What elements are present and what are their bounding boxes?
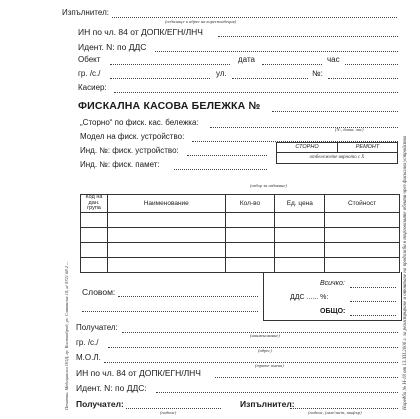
- table-cell[interactable]: [275, 242, 325, 257]
- address-hint: (адрес): [258, 348, 272, 353]
- number-label: №:: [312, 69, 323, 78]
- vat-line: [350, 301, 396, 302]
- receipt-title: ФИСКАЛНА КАСОВА БЕЛЕЖКА №: [78, 100, 261, 112]
- memory-id-label: Инд. №: фиск. памет:: [80, 160, 160, 169]
- repair-option[interactable]: РЕМОНТ: [338, 143, 397, 153]
- footer-recipient-label: Получател:: [76, 399, 124, 409]
- words-line-1: [118, 296, 258, 297]
- total-line: [350, 287, 396, 288]
- mark-hint: отбележете вярното с X: [309, 155, 365, 160]
- side-text-right: Наредба № Н-18 от 13.XII.2006 г. за регистриране и отчитане на продажби в търговските обекти чрез фискални устройства: [403, 135, 408, 410]
- table-cell[interactable]: [81, 227, 108, 242]
- city-label: гр. /с./: [78, 69, 101, 78]
- footer-signature-hint: (подпис): [160, 410, 177, 415]
- col-header-value: Стойност: [325, 195, 400, 213]
- table-cell[interactable]: [225, 227, 275, 242]
- cashier-line: [114, 92, 398, 93]
- table-row: [81, 257, 400, 272]
- street-line: [232, 78, 308, 79]
- receipt-number-line: [272, 111, 398, 112]
- model-label: Модел на фиск. устройство:: [80, 132, 185, 141]
- recipient-city-label: гр. /с./: [76, 338, 99, 347]
- vat-law-input-line: [218, 36, 398, 37]
- mol-label: М.О.Л.: [76, 353, 101, 362]
- table-cell[interactable]: [225, 212, 275, 227]
- table-row: [81, 227, 400, 242]
- words-label: Словом:: [82, 287, 116, 297]
- table-cell[interactable]: [325, 227, 400, 242]
- object-line: [110, 64, 230, 65]
- table-cell[interactable]: [81, 242, 108, 257]
- table-cell[interactable]: [275, 257, 325, 272]
- street-label: ул.: [216, 69, 227, 78]
- number-line: [328, 78, 398, 79]
- table-cell[interactable]: [107, 257, 225, 272]
- col-header-price: Ед. цена: [275, 195, 325, 213]
- time-label: час: [327, 55, 340, 64]
- issuer-line: [112, 17, 397, 18]
- storno-repair-box: [276, 142, 398, 164]
- mol-line: [104, 362, 398, 363]
- col-header-group: Код на дан. група: [81, 195, 108, 213]
- table-cell[interactable]: [81, 257, 108, 272]
- recipient-vat-id-label: Идент. N: по ДДС:: [76, 383, 147, 393]
- footer-issuer-signature-hint: (подпис, (име/лист, шифър): [308, 410, 362, 415]
- storno-hint: (N:, дата, час): [335, 127, 364, 132]
- recipient-city-line: [108, 347, 398, 348]
- storno-line: [210, 127, 398, 128]
- recipient-hint: (наименование): [250, 333, 280, 338]
- table-cell[interactable]: [107, 242, 225, 257]
- col-header-qty: Кол-во: [225, 195, 275, 213]
- time-line: [345, 64, 398, 65]
- table-header-row: [81, 195, 400, 213]
- vat-law-line: ИН по чл. 84 от ДОПК/ЕГН/ЛНЧ: [78, 27, 203, 37]
- table-cell[interactable]: [325, 242, 400, 257]
- table-cell[interactable]: [325, 212, 400, 227]
- table-cell[interactable]: [225, 257, 275, 272]
- date-line: [262, 64, 322, 65]
- recipient-vat-law-line: ИН по чл. 84 от ДОПК/ЕГН/ЛНЧ: [76, 368, 201, 378]
- date-label: дата: [238, 55, 255, 64]
- footer-recipient-line: [126, 408, 221, 409]
- device-id-label: Инд. №: фиск. устройство:: [80, 146, 179, 155]
- col-header-name: Наименование: [107, 195, 225, 213]
- vat-label: ДДС ...... %:: [290, 294, 329, 301]
- issuer-hint: (седалище и адрес на кореспондеция): [165, 19, 237, 24]
- table-cell[interactable]: [107, 212, 225, 227]
- side-text-left: Печатни. Медицински ООД, гр. Костинброд, ул. Славянска 10, а/ 0721 68 2 ...: [64, 261, 69, 410]
- recipient-vat-law-input-line: [215, 377, 398, 378]
- total-label: Всичко:: [320, 280, 345, 287]
- footer-issuer-line: [290, 408, 398, 409]
- city-line: [110, 78, 210, 79]
- table-cell[interactable]: [275, 212, 325, 227]
- vat-id-label: Идент. N: по ДДС: [78, 42, 147, 52]
- recipient-vat-id-line: [156, 392, 398, 393]
- words-line-2: [82, 311, 258, 312]
- name-hint: (трите имена): [255, 363, 284, 368]
- cashier-label: Касиер:: [78, 83, 107, 92]
- selection-hint: (избор за издаване): [250, 183, 287, 188]
- vat-id-line: [155, 51, 398, 52]
- recipient-label: Получател:: [76, 323, 118, 332]
- object-label: Обект: [78, 55, 101, 64]
- table-row: [81, 242, 400, 257]
- sum-label: ОБЩО:: [320, 308, 346, 315]
- storno-option[interactable]: СТОРНО: [277, 143, 338, 153]
- table-cell[interactable]: [225, 242, 275, 257]
- table-row: [81, 212, 400, 227]
- table-cell[interactable]: [275, 227, 325, 242]
- table-cell[interactable]: [81, 212, 108, 227]
- issuer-label: Изпълнител:: [62, 8, 109, 17]
- device-id-line: [187, 155, 267, 156]
- storno-label: „Сторно“ по фиск. кас. бележка:: [80, 118, 199, 127]
- sum-line: [350, 315, 396, 316]
- footer-issuer-label: Изпълнител:: [240, 399, 295, 409]
- items-table: [80, 194, 400, 273]
- table-cell[interactable]: [325, 257, 400, 272]
- table-cell[interactable]: [107, 227, 225, 242]
- memory-id-line: [174, 169, 267, 170]
